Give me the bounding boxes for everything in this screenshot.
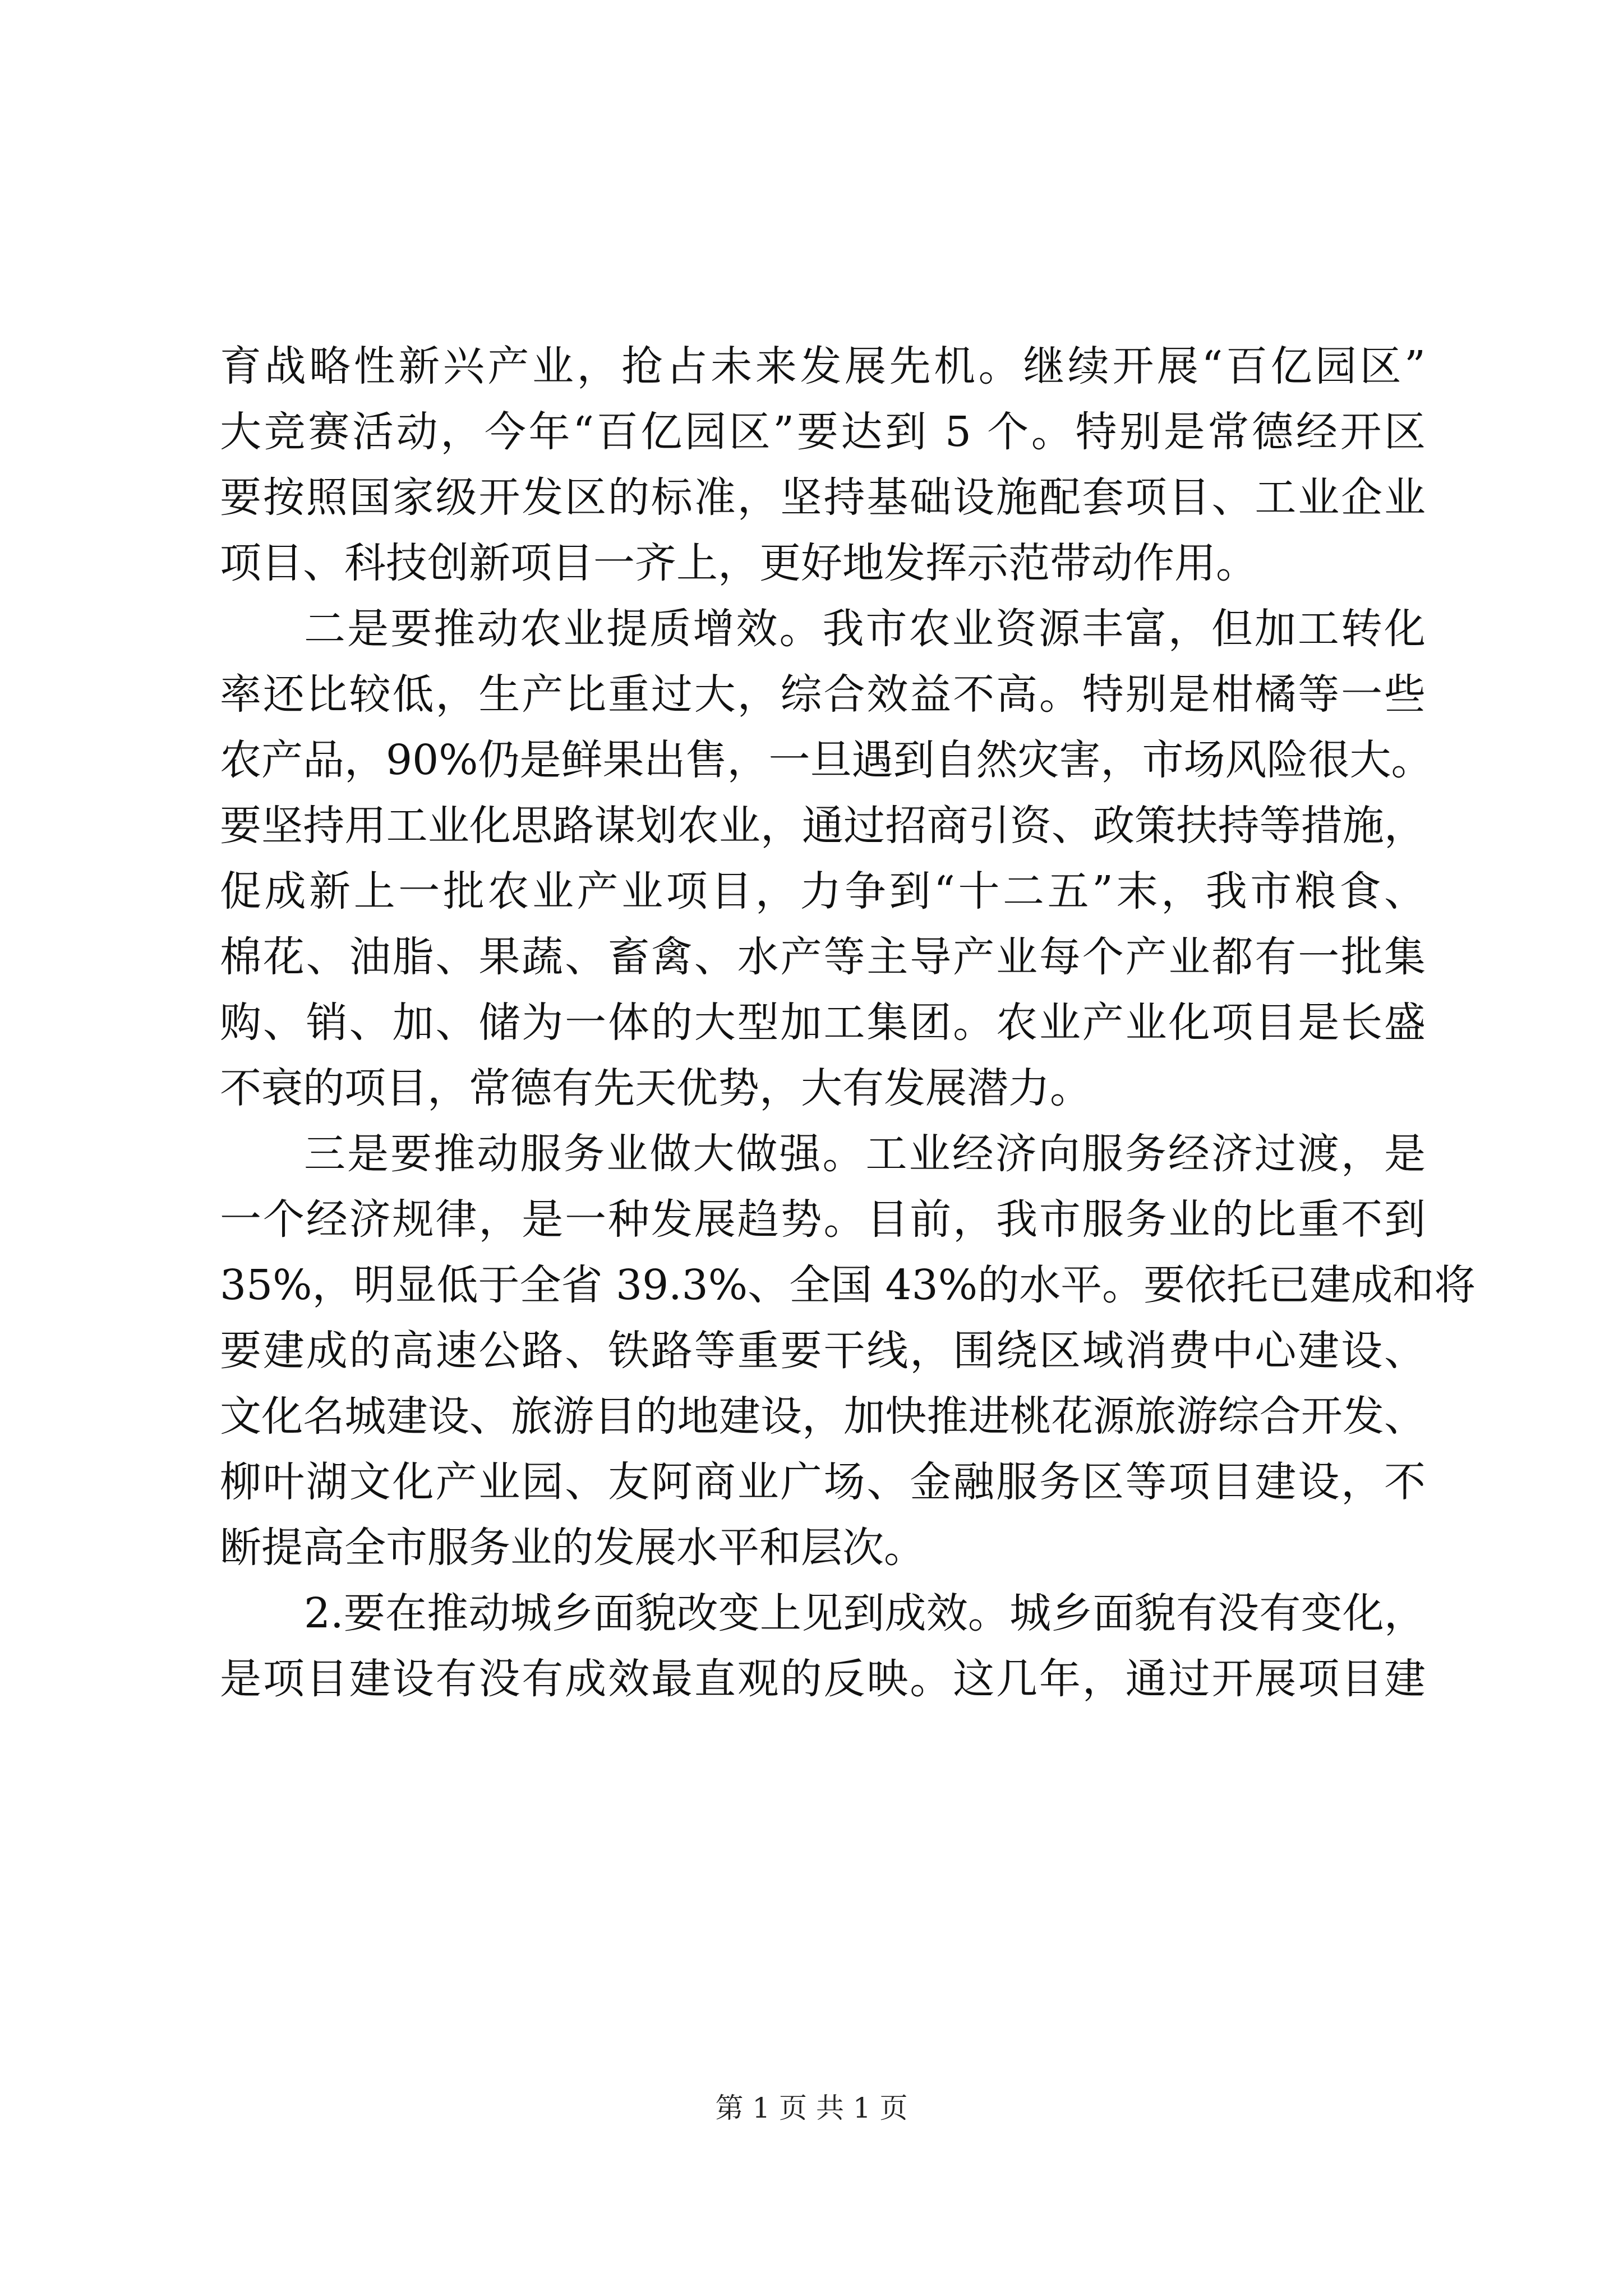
text-line: 要按照国家级开发区的标准，坚持基础设施配套项目、工业企业 bbox=[220, 473, 1426, 522]
text-line: 要坚持用工业化思路谋划农业，通过招商引资、政策扶持等措施， bbox=[220, 802, 1426, 850]
text-line: 棉花、油脂、果蔬、畜禽、水产等主导产业每个产业都有一批集 bbox=[220, 933, 1426, 981]
text-line: 是项目建设有没有成效最直观的反映。这几年，通过开展项目建 bbox=[220, 1655, 1426, 1703]
text-line: 大竞赛活动，今年“百亿园区”要达到 5 个。特别是常德经开区 bbox=[220, 408, 1426, 456]
text-line: 一个经济规律，是一种发展趋势。目前，我市服务业的比重不到 bbox=[220, 1195, 1426, 1244]
text-line: 购、销、加、储为一体的大型加工集团。农业产业化项目是长盛 bbox=[220, 999, 1426, 1047]
text-line: 育战略性新兴产业，抢占未来发展先机。继续开展“百亿园区” bbox=[220, 342, 1426, 390]
text-line: 项目、科技创新项目一齐上，更好地发挥示范带动作用。 bbox=[220, 539, 1257, 587]
text-line: 三是要推动服务业做大做强。工业经济向服务经济过渡，是 bbox=[304, 1130, 1426, 1178]
text-line: 不衰的项目，常德有先天优势，大有发展潜力。 bbox=[220, 1064, 1091, 1112]
text-line: 促成新上一批农业产业项目，力争到“十二五”末，我市粮食、 bbox=[220, 867, 1426, 915]
text-line: 2.要在推动城乡面貌改变上见到成效。城乡面貌有没有变化， bbox=[304, 1589, 1426, 1637]
text-line: 二是要推动农业提质增效。我市农业资源丰富，但加工转化 bbox=[304, 605, 1426, 653]
document-body bbox=[220, 334, 1476, 1712]
text-line: 35%，明显低于全省 39.3%、全国 43%的水平。要依托已建成和将 bbox=[220, 1261, 1476, 1309]
paragraph-urban-rural bbox=[220, 1581, 1426, 1712]
text-line: 率还比较低，生产比重过大，综合效益不高。特别是柑橘等一些 bbox=[220, 670, 1426, 719]
paragraph-services bbox=[220, 1121, 1476, 1581]
paragraph-continuation bbox=[220, 334, 1426, 596]
text-line: 文化名城建设、旅游目的地建设，加快推进桃花源旅游综合开发、 bbox=[220, 1392, 1426, 1441]
text-line: 要建成的高速公路、铁路等重要干线，围绕区域消费中心建设、 bbox=[220, 1327, 1426, 1375]
paragraph-agriculture bbox=[220, 596, 1433, 1121]
text-line: 柳叶湖文化产业园、友阿商业广场、金融服务区等项目建设，不 bbox=[220, 1458, 1426, 1506]
text-line: 断提高全市服务业的发展水平和层次。 bbox=[220, 1524, 925, 1572]
page-footer: 第 1 页 共 1 页 bbox=[715, 2092, 908, 2124]
text-line: 农产品，90%仍是鲜果出售，一旦遇到自然灾害，市场风险很大。 bbox=[220, 736, 1433, 784]
